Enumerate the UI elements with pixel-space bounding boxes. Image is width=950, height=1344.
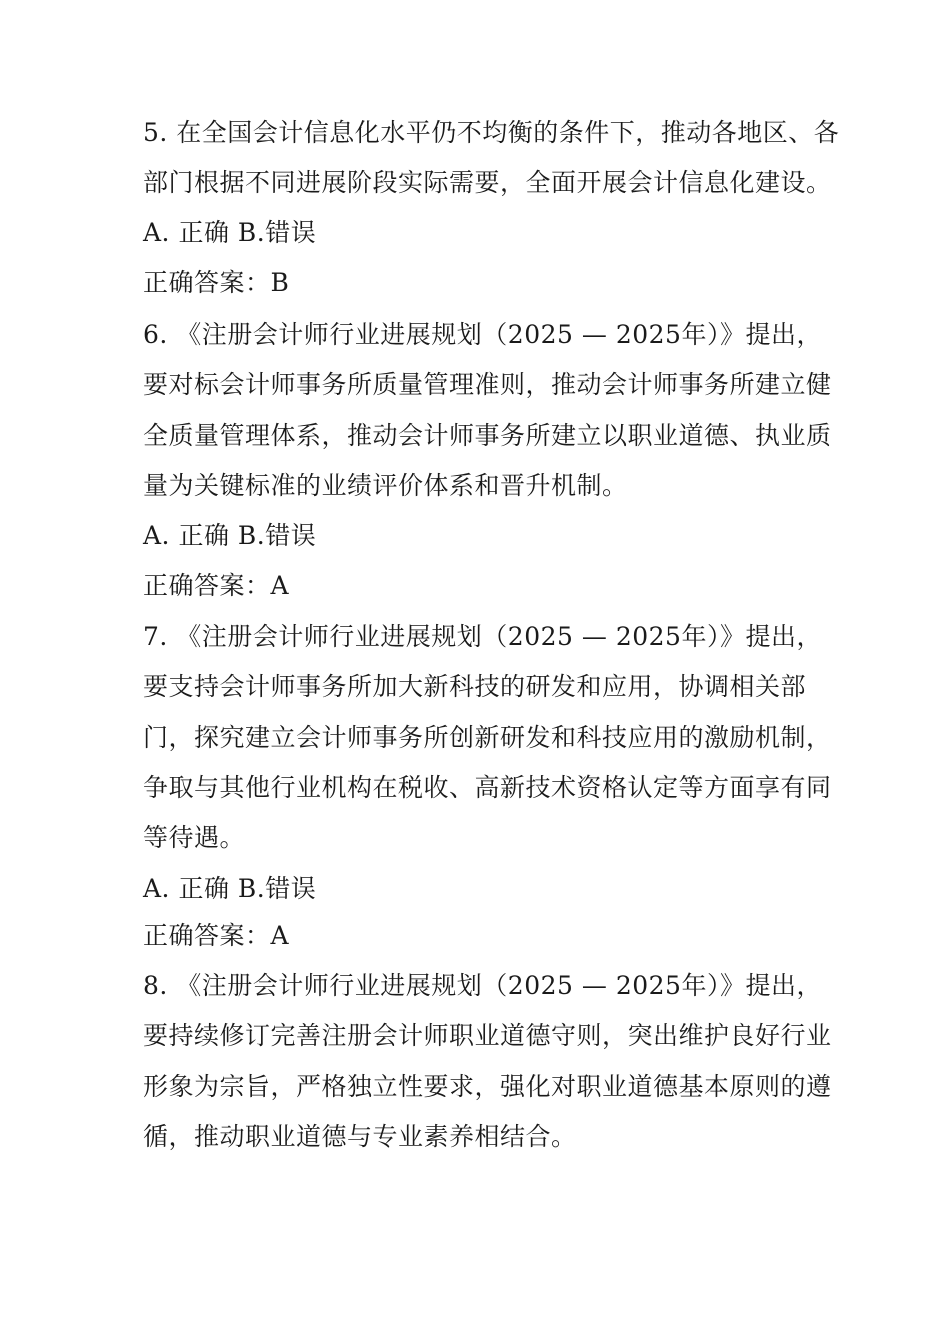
q6-line-3: 全质量管理体系，推动会计师事务所建立以职业道德、执业质	[143, 421, 832, 450]
q6-options: A. 正确 B.错误	[143, 521, 317, 550]
q7-line-5: 等待遇。	[143, 823, 246, 852]
q5-answer: 正确答案：B	[143, 268, 290, 297]
q6-answer: 正确答案：A	[143, 571, 290, 600]
q8-line-1: 8. 《注册会计师行业进展规划（2025 — 2025年）》提出，	[143, 971, 822, 1000]
q8-line-3: 形象为宗旨，严格独立性要求，强化对职业道德基本原则的遵	[143, 1072, 832, 1101]
q5-options: A. 正确 B.错误	[143, 218, 317, 247]
q5-line-2: 部门根据不同进展阶段实际需要，全面开展会计信息化建设。	[143, 168, 832, 197]
q6-line-4: 量为关键标准的业绩评价体系和晋升机制。	[143, 471, 628, 500]
q7-answer: 正确答案：A	[143, 921, 290, 950]
q7-line-4: 争取与其他行业机构在税收、高新技术资格认定等方面享有同	[143, 773, 832, 802]
q7-line-3: 门，探究建立会计师事务所创新研发和科技应用的激励机制，	[143, 723, 832, 752]
q6-line-2: 要对标会计师事务所质量管理准则，推动会计师事务所建立健	[143, 370, 832, 399]
q8-line-2: 要持续修订完善注册会计师职业道德守则，突出维护良好行业	[143, 1021, 832, 1050]
q7-line-1: 7. 《注册会计师行业进展规划（2025 — 2025年）》提出，	[143, 622, 822, 651]
q8-line-4: 循，推动职业道德与专业素养相结合。	[143, 1122, 577, 1151]
q6-line-1: 6. 《注册会计师行业进展规划（2025 — 2025年）》提出，	[143, 320, 822, 349]
q7-options: A. 正确 B.错误	[143, 874, 317, 903]
q7-line-2: 要支持会计师事务所加大新科技的研发和应用，协调相关部	[143, 672, 807, 701]
q5-line-1: 5. 在全国会计信息化水平仍不均衡的条件下，推动各地区、各	[143, 118, 840, 147]
